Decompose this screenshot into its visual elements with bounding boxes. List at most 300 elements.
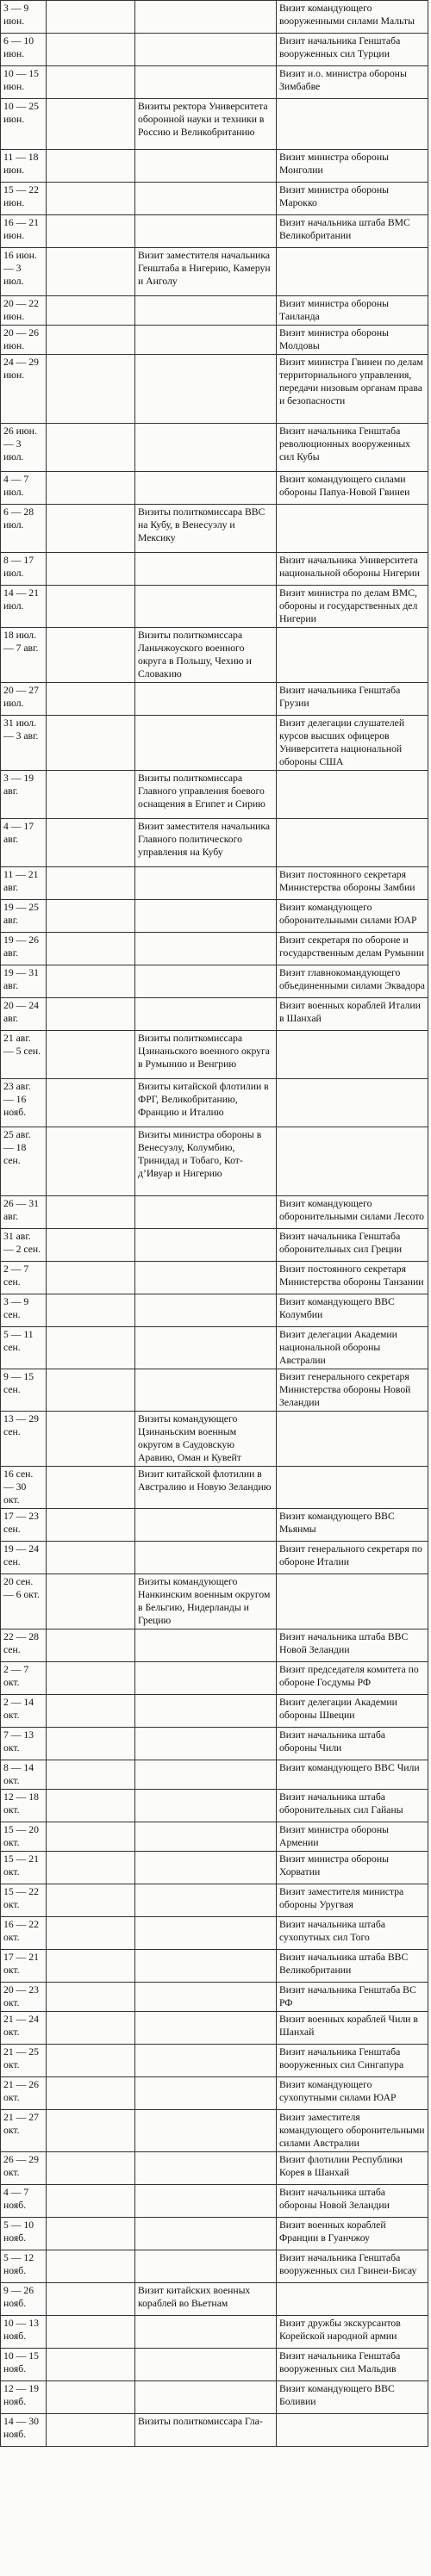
china-visit-cell bbox=[135, 1542, 277, 1574]
foreign-visit-cell bbox=[277, 965, 428, 998]
table-row bbox=[1, 998, 428, 1031]
foreign-visit-cell bbox=[277, 34, 428, 66]
date-cell bbox=[1, 1574, 47, 1629]
date-cell bbox=[1, 998, 47, 1031]
china-visit-cell bbox=[135, 326, 277, 355]
date-text: 10 — 25 июн. bbox=[3, 101, 39, 125]
date-cell bbox=[1, 1, 47, 34]
foreign-visit-cell bbox=[277, 296, 428, 326]
chronology-table-body bbox=[1, 1, 428, 2447]
foreign-visit-cell bbox=[277, 2185, 428, 2218]
foreign-visit-cell bbox=[277, 215, 428, 248]
date-cell bbox=[1, 296, 47, 326]
table-row bbox=[1, 1327, 428, 1369]
foreign-visit-text: Визит заместителя министра обороны Уругвая bbox=[279, 1886, 404, 1910]
date-cell bbox=[1, 2218, 47, 2250]
date-text: 16 сен. — 30 окт. bbox=[3, 1468, 34, 1505]
empty-cell bbox=[47, 819, 135, 867]
foreign-visit-text: Визит начальника штаба ВВС Новой Зеландии bbox=[279, 1631, 409, 1655]
china-visit-text: Визит заместителя начальника Генштаба в Нигерию, Камерун и Анголу bbox=[138, 250, 271, 287]
china-visit-cell bbox=[135, 900, 277, 933]
empty-cell bbox=[47, 1509, 135, 1542]
china-visit-cell bbox=[135, 586, 277, 628]
foreign-visit-text: Визит начальника Генштаба революционных вооруженных сил Кубы bbox=[279, 425, 411, 462]
foreign-visit-cell bbox=[277, 1229, 428, 1262]
table-row bbox=[1, 1629, 428, 1662]
table-row bbox=[1, 819, 428, 867]
foreign-visit-cell bbox=[277, 1917, 428, 1950]
foreign-visit-text: Визит министра Гвинеи по делам территориального управления, передачи низовым органам права и безопасности bbox=[279, 357, 423, 407]
empty-cell bbox=[47, 1467, 135, 1509]
table-row bbox=[1, 1760, 428, 1790]
empty-cell bbox=[47, 1412, 135, 1467]
date-text: 5 — 11 сен. bbox=[3, 1329, 34, 1353]
china-visit-cell bbox=[135, 1574, 277, 1629]
date-cell bbox=[1, 1412, 47, 1467]
table-row bbox=[1, 2316, 428, 2349]
table-row bbox=[1, 1229, 428, 1262]
china-visit-cell bbox=[135, 683, 277, 716]
table-row bbox=[1, 1728, 428, 1760]
china-visit-cell bbox=[135, 933, 277, 965]
foreign-visit-text: Визит делегации Академии национальной обороны Австралии bbox=[279, 1329, 397, 1366]
date-text: 6 — 10 июн. bbox=[3, 35, 34, 59]
table-row bbox=[1, 965, 428, 998]
date-cell bbox=[1, 215, 47, 248]
foreign-visit-cell bbox=[277, 2250, 428, 2283]
foreign-visit-text: Визит начальника Университета национальной обороны Нигерии bbox=[279, 555, 421, 579]
date-text: 10 — 15 нояб. bbox=[3, 2350, 39, 2374]
date-cell bbox=[1, 2077, 47, 2110]
foreign-visit-cell bbox=[277, 998, 428, 1031]
foreign-visit-text: Визит военных кораблей Италии в Шанхай bbox=[279, 1000, 421, 1024]
table-row bbox=[1, 1884, 428, 1917]
foreign-visit-cell bbox=[277, 2218, 428, 2250]
date-cell bbox=[1, 150, 47, 183]
foreign-visit-cell bbox=[277, 1369, 428, 1412]
foreign-visit-cell bbox=[277, 933, 428, 965]
empty-cell bbox=[47, 2152, 135, 2185]
empty-cell bbox=[47, 1662, 135, 1695]
empty-cell bbox=[47, 553, 135, 586]
foreign-visit-cell bbox=[277, 2349, 428, 2381]
china-visit-text: Визиты политкомиссара Главного управления боевого оснащения в Египет и Сирию bbox=[138, 773, 265, 810]
empty-cell bbox=[47, 1760, 135, 1790]
china-visit-cell bbox=[135, 1262, 277, 1294]
table-row bbox=[1, 34, 428, 66]
foreign-visit-cell bbox=[277, 628, 428, 683]
table-row bbox=[1, 505, 428, 553]
china-visit-cell bbox=[135, 1294, 277, 1327]
table-row bbox=[1, 1127, 428, 1196]
foreign-visit-text: Визит командующего ВВС Колумбии bbox=[279, 1296, 395, 1320]
table-row bbox=[1, 1, 428, 34]
empty-cell bbox=[47, 683, 135, 716]
empty-cell bbox=[47, 1917, 135, 1950]
foreign-visit-text: Визит постоянного секретаря Министерства обороны Танзании bbox=[279, 1263, 424, 1288]
china-visit-cell bbox=[135, 1760, 277, 1790]
table-row bbox=[1, 933, 428, 965]
table-row bbox=[1, 2152, 428, 2185]
china-visit-cell bbox=[135, 1467, 277, 1509]
table-row bbox=[1, 2414, 428, 2447]
china-visit-cell bbox=[135, 1327, 277, 1369]
date-text: 18 июл. — 7 авг. bbox=[3, 630, 39, 654]
foreign-visit-cell bbox=[277, 248, 428, 296]
empty-cell bbox=[47, 2381, 135, 2414]
foreign-visit-text: Визит начальника штаба оборонительных сил Гайаны bbox=[279, 1791, 403, 1816]
foreign-visit-cell bbox=[277, 586, 428, 628]
foreign-visit-text: Визит заместителя командующего оборонительными силами Австралии bbox=[279, 2112, 425, 2149]
foreign-visit-cell bbox=[277, 150, 428, 183]
date-text: 21 — 24 окт. bbox=[3, 2014, 39, 2038]
table-row bbox=[1, 66, 428, 99]
empty-cell bbox=[47, 472, 135, 505]
foreign-visit-text: Визит командующего силами обороны Папуа-Новой Гвинеи bbox=[279, 474, 410, 498]
china-visit-text: Визиты политкомиссара Гла- bbox=[138, 2416, 263, 2427]
date-cell bbox=[1, 716, 47, 771]
empty-cell bbox=[47, 326, 135, 355]
foreign-visit-text: Визит и.о. министра обороны Зимбабве bbox=[279, 68, 407, 92]
table-row bbox=[1, 1294, 428, 1327]
foreign-visit-text: Визит командующего вооруженными силами Мальты bbox=[279, 3, 415, 27]
foreign-visit-text: Визит начальника Генштаба ВС РФ bbox=[279, 1984, 416, 2008]
date-text: 20 — 23 окт. bbox=[3, 1984, 39, 2008]
date-text: 19 — 25 авг. bbox=[3, 902, 39, 926]
china-visit-cell bbox=[135, 771, 277, 819]
empty-cell bbox=[47, 150, 135, 183]
date-text: 8 — 14 окт. bbox=[3, 1762, 34, 1786]
date-text: 7 — 13 окт. bbox=[3, 1729, 34, 1754]
foreign-visit-cell bbox=[277, 1467, 428, 1509]
date-text: 26 — 29 окт. bbox=[3, 2154, 39, 2178]
empty-cell bbox=[47, 296, 135, 326]
date-cell bbox=[1, 1079, 47, 1127]
foreign-visit-text: Визит министра обороны Армении bbox=[279, 1824, 389, 1848]
china-visit-cell bbox=[135, 1790, 277, 1822]
empty-cell bbox=[47, 1884, 135, 1917]
date-cell bbox=[1, 34, 47, 66]
date-text: 15 — 22 окт. bbox=[3, 1886, 39, 1910]
foreign-visit-cell bbox=[277, 1983, 428, 2012]
date-cell bbox=[1, 1196, 47, 1229]
empty-cell bbox=[47, 1369, 135, 1412]
date-cell bbox=[1, 1542, 47, 1574]
date-text: 20 — 24 авг. bbox=[3, 1000, 39, 1024]
table-row bbox=[1, 2110, 428, 2152]
empty-cell bbox=[47, 2316, 135, 2349]
foreign-visit-text: Визит министра обороны Марокко bbox=[279, 184, 389, 208]
date-text: 21 авг. — 5 сен. bbox=[3, 1033, 41, 1057]
foreign-visit-cell bbox=[277, 683, 428, 716]
foreign-visit-cell bbox=[277, 1790, 428, 1822]
foreign-visit-text: Визит генерального секретаря по обороне Италии bbox=[279, 1543, 422, 1567]
foreign-visit-cell bbox=[277, 771, 428, 819]
foreign-visit-text: Визит министра обороны Таиланда bbox=[279, 298, 389, 322]
china-visit-cell bbox=[135, 1229, 277, 1262]
china-visit-cell bbox=[135, 2250, 277, 2283]
date-text: 14 — 21 июл. bbox=[3, 587, 39, 611]
china-visit-text: Визиты командующего Нанкинским военным округом в Бельгию, Нидерланды и Грецию bbox=[138, 1576, 271, 1626]
china-visit-cell bbox=[135, 1884, 277, 1917]
foreign-visit-text: Визит секретаря по обороне и государственным делам Румынии bbox=[279, 934, 425, 959]
date-cell bbox=[1, 2381, 47, 2414]
table-row bbox=[1, 472, 428, 505]
foreign-visit-text: Визит командующего оборонительными силами Лесото bbox=[279, 1198, 425, 1222]
china-visit-cell bbox=[135, 716, 277, 771]
empty-cell bbox=[47, 1127, 135, 1196]
date-text: 4 — 7 нояб. bbox=[3, 2187, 29, 2211]
table-row bbox=[1, 424, 428, 472]
foreign-visit-cell bbox=[277, 1760, 428, 1790]
date-text: 15 — 22 июн. bbox=[3, 184, 39, 208]
china-visit-cell bbox=[135, 505, 277, 553]
china-visit-cell bbox=[135, 867, 277, 900]
date-text: 25 авг. — 18 сен. bbox=[3, 1129, 31, 1166]
china-visit-cell bbox=[135, 2045, 277, 2077]
empty-cell bbox=[47, 1728, 135, 1760]
date-cell bbox=[1, 586, 47, 628]
empty-cell bbox=[47, 1, 135, 34]
date-cell bbox=[1, 66, 47, 99]
foreign-visit-text: Визит министра обороны Молдовы bbox=[279, 327, 389, 351]
date-cell bbox=[1, 1950, 47, 1983]
date-cell bbox=[1, 1695, 47, 1728]
date-text: 21 — 26 окт. bbox=[3, 2079, 39, 2103]
date-text: 17 — 23 сен. bbox=[3, 1511, 39, 1535]
foreign-visit-cell bbox=[277, 2283, 428, 2316]
empty-cell bbox=[47, 2045, 135, 2077]
foreign-visit-cell bbox=[277, 472, 428, 505]
empty-cell bbox=[47, 1790, 135, 1822]
date-cell bbox=[1, 355, 47, 424]
date-cell bbox=[1, 1262, 47, 1294]
table-row bbox=[1, 1950, 428, 1983]
date-text: 8 — 17 июл. bbox=[3, 555, 34, 579]
foreign-visit-text: Визит делегации Академии обороны Швеции bbox=[279, 1697, 397, 1721]
date-cell bbox=[1, 248, 47, 296]
empty-cell bbox=[47, 2250, 135, 2283]
date-cell bbox=[1, 1229, 47, 1262]
china-visit-cell bbox=[135, 2349, 277, 2381]
china-visit-cell bbox=[135, 1662, 277, 1695]
china-visit-cell bbox=[135, 472, 277, 505]
empty-cell bbox=[47, 1327, 135, 1369]
table-row bbox=[1, 296, 428, 326]
date-text: 2 — 7 окт. bbox=[3, 1664, 29, 1688]
foreign-visit-text: Визит министра обороны Хорватии bbox=[279, 1853, 389, 1878]
empty-cell bbox=[47, 1542, 135, 1574]
foreign-visit-cell bbox=[277, 1852, 428, 1884]
date-cell bbox=[1, 965, 47, 998]
china-visit-cell bbox=[135, 248, 277, 296]
date-text: 21 — 25 окт. bbox=[3, 2046, 39, 2070]
table-row bbox=[1, 1369, 428, 1412]
china-visit-cell bbox=[135, 2218, 277, 2250]
date-text: 20 — 27 июл. bbox=[3, 685, 39, 709]
date-text: 31 авг. — 2 сен. bbox=[3, 1231, 41, 1255]
date-text: 3 — 9 июн. bbox=[3, 3, 29, 27]
table-row bbox=[1, 2283, 428, 2316]
table-row bbox=[1, 771, 428, 819]
date-cell bbox=[1, 424, 47, 472]
empty-cell bbox=[47, 2110, 135, 2152]
table-row bbox=[1, 1079, 428, 1127]
china-visit-cell bbox=[135, 2283, 277, 2316]
date-cell bbox=[1, 900, 47, 933]
empty-cell bbox=[47, 771, 135, 819]
empty-cell bbox=[47, 900, 135, 933]
foreign-visit-text: Визит командующего ВВС Мьянмы bbox=[279, 1511, 395, 1535]
table-row bbox=[1, 1509, 428, 1542]
date-text: 20 — 26 июн. bbox=[3, 327, 39, 351]
table-row bbox=[1, 183, 428, 215]
date-cell bbox=[1, 1790, 47, 1822]
table-row bbox=[1, 99, 428, 150]
china-visit-cell bbox=[135, 215, 277, 248]
table-row bbox=[1, 2381, 428, 2414]
date-cell bbox=[1, 1127, 47, 1196]
empty-cell bbox=[47, 505, 135, 553]
date-cell bbox=[1, 867, 47, 900]
foreign-visit-cell bbox=[277, 355, 428, 424]
empty-cell bbox=[47, 248, 135, 296]
empty-cell bbox=[47, 34, 135, 66]
date-cell bbox=[1, 771, 47, 819]
china-visit-cell bbox=[135, 1983, 277, 2012]
table-row bbox=[1, 900, 428, 933]
table-row bbox=[1, 2077, 428, 2110]
date-text: 3 — 9 сен. bbox=[3, 1296, 29, 1320]
table-row bbox=[1, 1695, 428, 1728]
foreign-visit-cell bbox=[277, 2152, 428, 2185]
china-visit-cell bbox=[135, 2381, 277, 2414]
foreign-visit-text: Визит начальника штаба ВМС Великобритании bbox=[279, 217, 410, 241]
date-text: 9 — 15 сен. bbox=[3, 1371, 34, 1395]
table-row bbox=[1, 2250, 428, 2283]
table-row bbox=[1, 1467, 428, 1509]
date-cell bbox=[1, 2012, 47, 2045]
date-cell bbox=[1, 1852, 47, 1884]
date-text: 23 авг. — 16 нояб. bbox=[3, 1081, 31, 1118]
date-text: 6 — 28 июл. bbox=[3, 506, 34, 531]
china-visit-cell bbox=[135, 1822, 277, 1852]
date-text: 24 — 29 июн. bbox=[3, 357, 39, 381]
foreign-visit-cell bbox=[277, 1294, 428, 1327]
china-visit-cell bbox=[135, 66, 277, 99]
empty-cell bbox=[47, 867, 135, 900]
table-row bbox=[1, 355, 428, 424]
table-row bbox=[1, 2045, 428, 2077]
china-visit-text: Визит заместителя начальника Главного политического управления на Кубу bbox=[138, 821, 271, 858]
china-visit-text: Визиты политкомиссара Цзинаньского военного округа в Румынию и Венгрию bbox=[138, 1033, 270, 1070]
china-visit-cell bbox=[135, 1196, 277, 1229]
date-text: 20 — 22 июн. bbox=[3, 298, 39, 322]
china-visit-cell bbox=[135, 2077, 277, 2110]
date-text: 16 — 22 окт. bbox=[3, 1919, 39, 1943]
date-text: 11 — 21 авг. bbox=[3, 869, 39, 893]
date-cell bbox=[1, 2110, 47, 2152]
date-text: 10 — 15 июн. bbox=[3, 68, 39, 92]
foreign-visit-text: Визит главнокомандующего объединенными силами Эквадора bbox=[279, 967, 425, 991]
date-text: 19 — 31 авг. bbox=[3, 967, 39, 991]
foreign-visit-cell bbox=[277, 2110, 428, 2152]
date-cell bbox=[1, 933, 47, 965]
date-cell bbox=[1, 1728, 47, 1760]
foreign-visit-text: Визит председателя комитета по обороне Госдумы РФ bbox=[279, 1664, 419, 1688]
foreign-visit-cell bbox=[277, 1695, 428, 1728]
empty-cell bbox=[47, 2283, 135, 2316]
date-text: 19 — 24 сен. bbox=[3, 1543, 39, 1567]
china-visit-text: Визиты ректора Университета оборонной науки и техники в Россию и Великобританию bbox=[138, 101, 268, 138]
date-text: 12 — 18 окт. bbox=[3, 1791, 39, 1816]
date-text: 26 — 31 авг. bbox=[3, 1198, 39, 1222]
date-cell bbox=[1, 472, 47, 505]
china-visit-cell bbox=[135, 355, 277, 424]
empty-cell bbox=[47, 1031, 135, 1079]
empty-cell bbox=[47, 1950, 135, 1983]
date-cell bbox=[1, 1917, 47, 1950]
foreign-visit-text: Визит военных кораблей Франции в Гуанчжоу bbox=[279, 2219, 386, 2244]
foreign-visit-cell bbox=[277, 326, 428, 355]
table-row bbox=[1, 1196, 428, 1229]
foreign-visit-text: Визит дружбы экскурсантов Корейской народной армии bbox=[279, 2318, 401, 2342]
empty-cell bbox=[47, 183, 135, 215]
foreign-visit-cell bbox=[277, 716, 428, 771]
china-visit-cell bbox=[135, 1852, 277, 1884]
table-row bbox=[1, 716, 428, 771]
foreign-visit-cell bbox=[277, 1, 428, 34]
foreign-visit-cell bbox=[277, 1196, 428, 1229]
table-row bbox=[1, 1790, 428, 1822]
foreign-visit-text: Визит министра по делам ВМС, обороны и государственных дел Нигерии bbox=[279, 587, 418, 624]
foreign-visit-cell bbox=[277, 1412, 428, 1467]
date-cell bbox=[1, 1031, 47, 1079]
china-visit-text: Визиты китайской флотилии в ФРГ, Великобританию, Францию и Италию bbox=[138, 1081, 269, 1118]
date-text: 17 — 21 окт. bbox=[3, 1952, 39, 1976]
foreign-visit-cell bbox=[277, 2077, 428, 2110]
china-visit-cell bbox=[135, 2110, 277, 2152]
date-text: 31 июл. — 3 авг. bbox=[3, 717, 39, 742]
empty-cell bbox=[47, 998, 135, 1031]
foreign-visit-text: Визит начальника штаба обороны Новой Зеландии bbox=[279, 2187, 390, 2211]
table-row bbox=[1, 1917, 428, 1950]
table-row bbox=[1, 1542, 428, 1574]
china-visit-cell bbox=[135, 553, 277, 586]
date-text: 15 — 21 окт. bbox=[3, 1853, 39, 1878]
china-visit-cell bbox=[135, 183, 277, 215]
foreign-visit-text: Визит постоянного секретаря Министерства обороны Замбии bbox=[279, 869, 415, 893]
foreign-visit-cell bbox=[277, 2316, 428, 2349]
china-visit-text: Визит китайских военных кораблей во Вьетнам bbox=[138, 2285, 251, 2309]
empty-cell bbox=[47, 2012, 135, 2045]
china-visit-cell bbox=[135, 296, 277, 326]
foreign-visit-text: Визит министра обороны Монголии bbox=[279, 152, 389, 176]
empty-cell bbox=[47, 2414, 135, 2447]
table-row bbox=[1, 215, 428, 248]
china-visit-text: Визит китайской флотилии в Австралию и Новую Зеландию bbox=[138, 1468, 272, 1493]
china-visit-cell bbox=[135, 150, 277, 183]
table-row bbox=[1, 867, 428, 900]
date-text: 13 — 29 сен. bbox=[3, 1413, 39, 1437]
date-cell bbox=[1, 683, 47, 716]
date-text: 12 — 19 нояб. bbox=[3, 2383, 39, 2407]
foreign-visit-text: Визит начальника Генштаба вооруженных сил Турции bbox=[279, 35, 401, 59]
table-row bbox=[1, 2012, 428, 2045]
date-cell bbox=[1, 1662, 47, 1695]
date-cell bbox=[1, 99, 47, 150]
china-visit-cell bbox=[135, 1728, 277, 1760]
